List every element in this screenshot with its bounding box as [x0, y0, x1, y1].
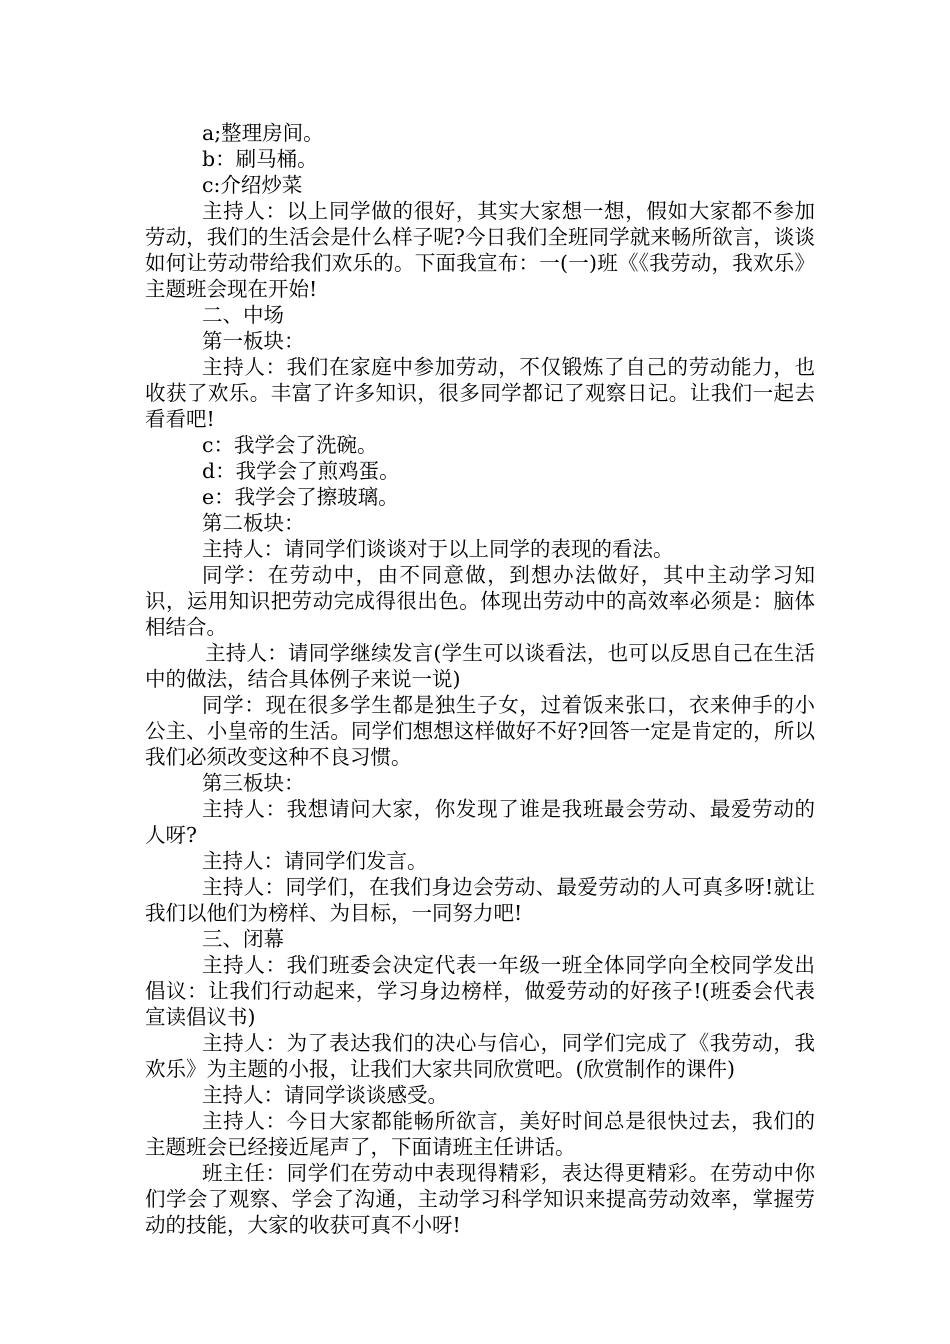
paragraph-host-newspaper: 主持人：为了表达我们的决心与信心，同学们完成了《我劳动，我欢乐》为主题的小报，让我们大家共同欣赏吧。(欣赏制作的课件) [145, 1031, 815, 1081]
section-heading-closing: 三、闭幕 [202, 927, 284, 951]
paragraph-host-continue: 主持人：请同学继续发言(学生可以谈看法，也可以反思自己在生活中的做法，结合具体例子来说一说) [145, 641, 815, 691]
document-body [145, 120, 815, 1238]
paragraph-host-block1: 主持人：我们在家庭中参加劳动，不仅锻炼了自己的劳动能力，也收获了欢乐。丰富了许多知识，很多同学都记了观察日记。让我们一起去看看吧! [145, 355, 815, 431]
paragraph-host-opening: 主持人：以上同学做的很好，其实大家想一想，假如大家都不参加劳动，我们的生活会是什么样子呢?今日我们全班同学就来畅所欲言，谈谈如何让劳动带给我们欢乐的。下面我宣布：一(一)班《《我劳动，我欢乐》主题班会现在开始! [145, 199, 815, 301]
paragraph-d-eggs: d：我学会了煎鸡蛋。 [202, 459, 400, 483]
paragraph-host-speak: 主持人：请同学们发言。 [202, 849, 428, 873]
paragraph-host-proposal: 主持人：我们班委会决定代表一年级一班全体同学向全校同学发出倡议：让我们行动起来，学习身边榜样，做爱劳动的好孩子!(班委会代表宣读倡议书) [145, 953, 815, 1029]
paragraph-student-2: 同学：现在很多学生都是独生子女，过着饭来张口，衣来伸手的小公主、小皇帝的生活。同学们想想这样做好不好?回答一定是肯定的，所以我们必须改变这种不良习惯。 [145, 693, 815, 769]
paragraph-e-glass: e：我学会了擦玻璃。 [202, 485, 399, 509]
paragraph-host-role-model: 主持人：同学们，在我们身边会劳动、最爱劳动的人可真多呀!就让我们以他们为榜样、为目标，一同努力吧! [145, 875, 815, 925]
paragraph-teacher-speech: 班主任：同学们在劳动中表现得精彩，表达得更精彩。在劳动中你们学会了观察、学会了沟通，主动学习科学知识来提高劳动效率，掌握劳动的技能，大家的收获可真不小呀! [145, 1161, 815, 1237]
section-heading-middle: 二、中场 [202, 303, 284, 327]
paragraph-c: c:介绍炒菜 [202, 173, 303, 197]
block-heading-1: 第一板块： [202, 329, 305, 353]
paragraph-b: b：刷马桶。 [202, 147, 318, 171]
paragraph-a: a;整理房间。 [202, 121, 324, 145]
block-heading-2: 第二板块： [202, 511, 305, 535]
paragraph-host-feelings: 主持人：请同学谈谈感受。 [202, 1083, 448, 1107]
paragraph-host-block3: 主持人：我想请问大家，你发现了谁是我班最会劳动、最爱劳动的人呀? [145, 797, 815, 847]
paragraph-c-dishes: c：我学会了洗碗。 [202, 433, 378, 457]
block-heading-3: 第三板块： [202, 771, 305, 795]
paragraph-student-1: 同学：在劳动中，由不同意做，到想办法做好，其中主动学习知识，运用知识把劳动完成得很出色。体现出劳动中的高效率必须是：脑体相结合。 [145, 563, 815, 639]
paragraph-host-ending: 主持人：今日大家都能畅所欲言，美好时间总是很快过去，我们的主题班会已经接近尾声了，下面请班主任讲话。 [145, 1109, 815, 1159]
paragraph-host-block2: 主持人：请同学们谈谈对于以上同学的表现的看法。 [202, 537, 674, 561]
